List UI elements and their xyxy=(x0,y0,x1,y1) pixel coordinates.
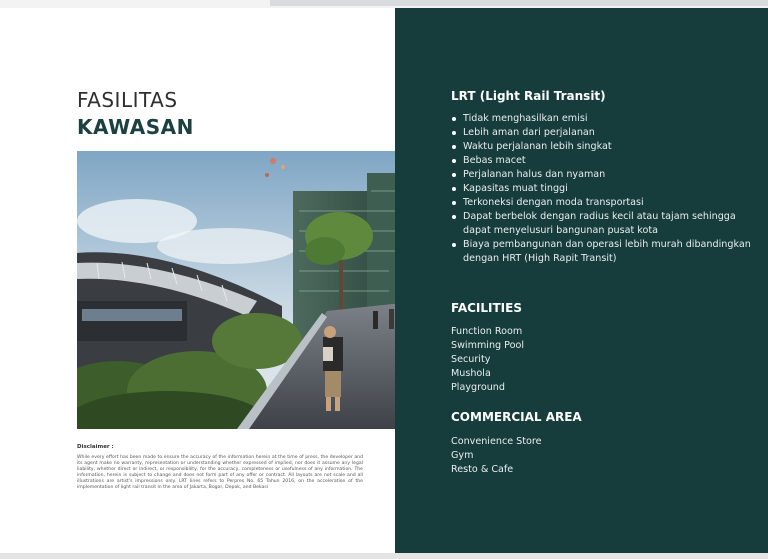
disclaimer-text: While every effort has been made to ensure the accuracy of the information herein at the time of press, the developer and its agent make no warranty, representation or understanding whether expressed of implied, nor does it assume any legal liability, whether direct or indirect, or responsibility, for the accuracy, completeness or usefulness of any information. The information, herein is subject to change and does not form part of any offer or contract. All layouts are not scale and all illustrations are artist's impressions only. LRT lines refers to Perpres No. 65 Tahun 2016, on the acceleration of the implementation of light rail transit in the area of Jakarta, Bogor, Depok, and Bekasi xyxy=(77,455,363,490)
list-item: Dapat berbelok dengan radius kecil atau tajam sehingga dapat menyelusuri bangunan pusat kota xyxy=(451,210,751,238)
facilities-title: FACILITIES xyxy=(451,301,522,315)
list-item: Convenience Store xyxy=(451,436,542,447)
list-item: Security xyxy=(451,354,491,365)
bottom-strip xyxy=(0,553,768,559)
facilities-list xyxy=(451,325,524,395)
illustration-svg xyxy=(77,151,421,429)
commercial-area-list xyxy=(451,435,542,477)
lrt-benefits-list xyxy=(451,112,751,266)
list-item: Function Room xyxy=(451,326,523,337)
lrt-title: LRT (Light Rail Transit) xyxy=(451,89,606,103)
disclaimer-title: Disclaimer : xyxy=(77,444,114,450)
list-item: Biaya pembangunan dan operasi lebih murah dibandingkan dengan HRT (High Rapit Transit) xyxy=(451,238,751,266)
list-item: Swimming Pool xyxy=(451,340,525,351)
list-item: Tidak menghasilkan emisi xyxy=(451,112,751,126)
list-item: Kapasitas muat tinggi xyxy=(451,182,751,196)
list-item: Perjalanan halus dan nyaman xyxy=(451,168,751,182)
list-item: Terkoneksi dengan moda transportasi xyxy=(451,196,751,210)
lrt-station-illustration xyxy=(77,151,421,429)
list-item: Mushola xyxy=(451,368,491,379)
list-item: Waktu perjalanan lebih singkat xyxy=(451,140,751,154)
commercial-area-title: COMMERCIAL AREA xyxy=(451,410,582,424)
list-item: Lebih aman dari perjalanan xyxy=(451,126,751,140)
right-panel xyxy=(395,8,768,553)
list-item: Gym xyxy=(451,450,474,461)
section-title-line2: KAWASAN xyxy=(77,115,194,139)
section-title-line1: FASILITAS xyxy=(77,88,178,112)
list-item: Resto & Cafe xyxy=(451,464,514,475)
top-strip xyxy=(270,0,768,6)
list-item: Playground xyxy=(451,382,505,393)
list-item: Bebas macet xyxy=(451,154,751,168)
